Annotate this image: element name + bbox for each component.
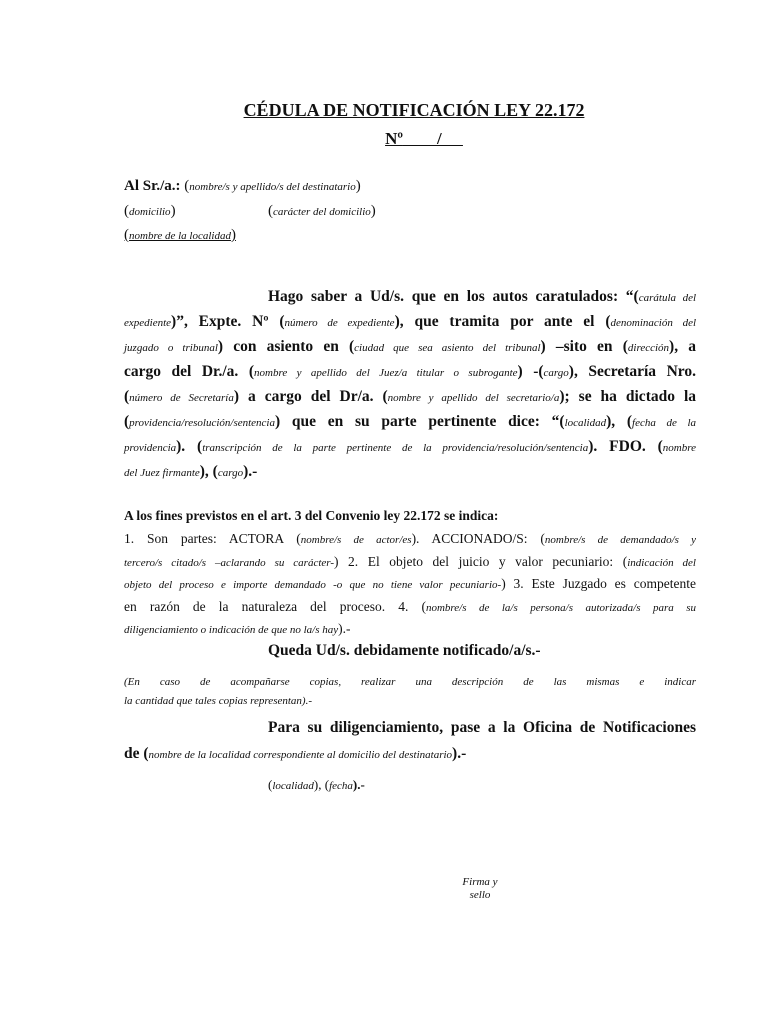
convenio-para-line	[124, 620, 696, 638]
body-text: ), (	[606, 413, 633, 430]
placeholder-text: indicación del	[627, 556, 696, 569]
placeholder-text: transcripción de la parte pertinente de la providencia/resolución/sentencia	[202, 442, 589, 454]
placeholder-text: juzgado o tribunal	[124, 342, 218, 354]
convenio-para-line	[124, 598, 696, 616]
copies-note-text-2: la cantidad que tales copias representan).-	[124, 695, 312, 707]
body-para-line	[124, 438, 696, 456]
convenio-heading: A los fines previstos en el art. 3 del Convenio ley 22.172 se indica:	[124, 508, 499, 523]
addressee-locality-line: (nombre de la localidad)	[124, 227, 236, 243]
body-text: ).-	[243, 463, 258, 480]
placeholder-text: nombre/s de actor/es	[300, 534, 412, 546]
address-placeholder: domicilio	[129, 206, 171, 218]
body-text: Hago saber a Ud/s. que en los autos caratulados: “(	[268, 288, 639, 305]
body-para-line	[124, 413, 696, 431]
body-text: ) con asiento en (	[217, 338, 355, 355]
placeholder-text: nombre	[662, 442, 696, 454]
body-text: ) -(	[517, 363, 544, 380]
placeholder-text: número de expediente	[284, 317, 395, 329]
notified-statement: Queda Ud/s. debidamente notificado/a/s.-	[268, 642, 541, 659]
placeholder-text: diligenciamiento o indicación de que no la/s hay	[124, 624, 339, 636]
body-text: ) que en su parte pertinente dice: “(	[275, 413, 565, 430]
number-prefix: Nº	[385, 129, 403, 148]
placeholder-text: carátula del	[638, 292, 697, 304]
diligence-locality-placeholder: nombre de la localidad correspondiente al domicilio del destinatario	[148, 749, 453, 761]
placeholder-text: expediente	[124, 317, 172, 329]
body-para-line	[124, 463, 696, 481]
closing-open: (	[268, 777, 273, 792]
convenio-para-line	[124, 530, 696, 548]
addressee-address-line: (domicilio) (carácter del domicilio)	[124, 203, 376, 219]
body-para-line	[268, 288, 696, 306]
diligence-prefix: de (	[124, 745, 149, 762]
placeholder-text: cargo	[217, 467, 244, 479]
copies-note-line-2	[124, 692, 696, 709]
body-text: en razón de la naturaleza del proceso. 4. (	[124, 598, 426, 614]
diligence-line-1: Para su diligenciamiento, pase a la Oficina de Notificaciones	[268, 719, 696, 736]
body-text: ) a cargo del Dr/a. (	[233, 388, 388, 405]
body-text: )”, Expte. Nº (	[171, 313, 285, 330]
placeholder-text: providencia/resolución/sentencia	[129, 417, 275, 429]
closing-mid: ), (	[313, 777, 330, 792]
body-text: ).-	[338, 621, 351, 636]
body-text: (	[124, 388, 130, 405]
number-blank: /	[402, 129, 463, 148]
placeholder-text: providencia	[124, 442, 177, 454]
document-title: CÉDULA DE NOTIFICACIÓN LEY 22.172	[243, 100, 585, 120]
placeholder-text: cargo	[543, 367, 569, 379]
placeholder-text: tercero/s citado/s –aclarando su carácter-	[124, 556, 334, 569]
closing-line	[268, 777, 568, 793]
placeholder-text: fecha de la	[632, 417, 696, 429]
body-text: ). ACCIONADO/S: (	[411, 531, 545, 546]
body-text: (	[124, 413, 130, 430]
body-text: ) –sito en (	[540, 338, 628, 355]
address-type-placeholder: carácter del domicilio	[273, 206, 371, 218]
placeholder-text: nombre y apellido del secretario/a	[387, 392, 560, 404]
body-para-line	[124, 388, 696, 406]
placeholder-text: nombre/s de la/s persona/s autorizada/s para su	[425, 601, 696, 614]
body-para-line	[124, 338, 696, 356]
placeholder-text: objeto del proceso e importe demandado -o que no tiene valor pecuniario-	[124, 579, 502, 591]
addressee-label: Al Sr./a.:	[124, 178, 181, 194]
addressee-name-line: Al Sr./a.: (nombre/s y apellido/s del destinatario)	[124, 178, 361, 194]
placeholder-text: del Juez firmante	[124, 467, 200, 479]
placeholder-text: dirección	[627, 342, 670, 354]
signature-line-2: sello	[469, 889, 491, 901]
body-text: ). FDO. (	[588, 438, 663, 455]
locality-placeholder: nombre de la localidad	[129, 230, 231, 242]
body-para-line	[124, 363, 696, 381]
body-para-line	[124, 313, 696, 331]
diligence-suffix: ).-	[452, 745, 467, 762]
signature-line-1: Firma y	[462, 876, 498, 888]
body-text: ), que tramita por ante el (	[394, 313, 611, 330]
body-text: ), Secretaría Nro.	[568, 363, 696, 380]
body-text: cargo del Dr./a. (	[124, 363, 254, 380]
document-number	[0, 129, 768, 149]
copies-note-line-1	[124, 672, 696, 690]
closing-locality-placeholder: localidad	[272, 780, 314, 792]
body-text: ); se ha dictado la	[559, 388, 697, 405]
copies-note-text-1: (En caso de acompañarse copias, realizar una descripción de las mismas e indicar	[124, 676, 696, 688]
addressee-name-placeholder: nombre/s y apellido/s del destinatario	[189, 181, 356, 193]
closing-date-placeholder: fecha	[329, 780, 353, 792]
body-text: 1. Son partes: ACTORA (	[124, 531, 301, 546]
placeholder-text: denominación del	[610, 317, 697, 329]
signature-block	[440, 876, 520, 902]
placeholder-text: ciudad que sea asiento del tribunal	[354, 342, 541, 354]
placeholder-text: localidad	[564, 417, 607, 429]
convenio-para-line	[124, 553, 696, 571]
body-text: ), a	[669, 338, 696, 355]
placeholder-text: nombre/s de demandado/s y	[544, 534, 697, 546]
body-text: ), (	[199, 463, 218, 480]
body-text: ). (	[176, 438, 203, 455]
convenio-para-line	[124, 575, 696, 593]
placeholder-text: nombre y apellido del Juez/a titular o subrogante	[254, 367, 518, 379]
body-text: ) 3. Este Juzgado es competente	[501, 576, 696, 591]
body-text: ) 2. El objeto del juicio y valor pecuniario: (	[334, 553, 628, 569]
closing-end: ).-	[352, 777, 365, 792]
diligence-line-2	[124, 745, 696, 763]
placeholder-text: número de Secretaría	[129, 392, 234, 404]
